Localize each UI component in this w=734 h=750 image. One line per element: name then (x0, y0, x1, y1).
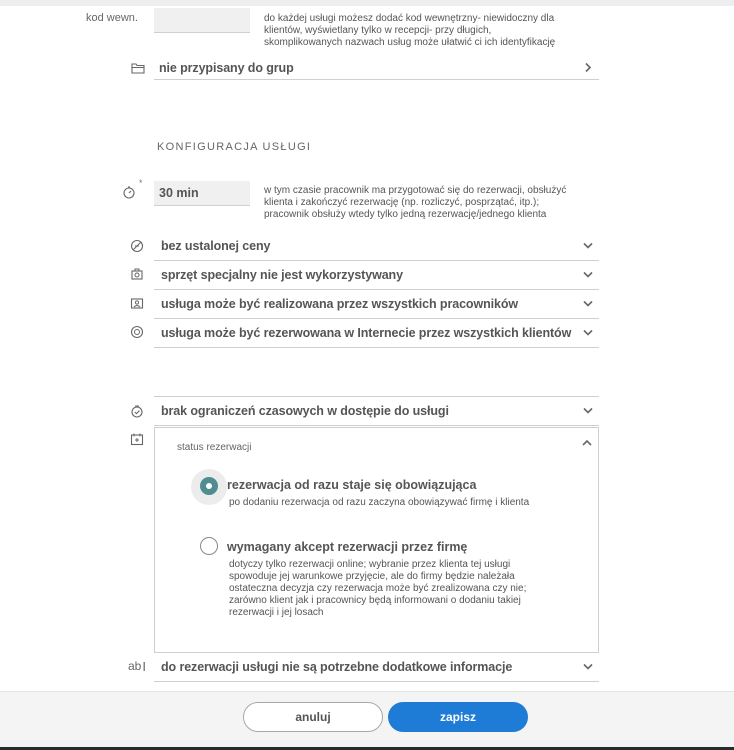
code-label: kod wewn. (86, 12, 138, 24)
duration-input[interactable]: 30 min (154, 181, 250, 206)
additional-info-row[interactable]: do rezerwacji usługi nie są potrzebne dodatkowe informacje (154, 653, 599, 682)
option-approval-title[interactable]: wymagany akcept rezerwacji przez firmę (227, 540, 468, 554)
required-asterisk: * (139, 178, 143, 188)
section-title: KONFIGURACJA USŁUGI (157, 141, 312, 153)
chevron-down-icon (583, 662, 593, 672)
code-hint: do każdej usługi możesz dodać kod wewnętrzny- niewidoczny dla klientów, wyświetlany tylko w recepcji- przy długich, skomplikowanych nazwach usług może ułatwić ci ich identyfikację (264, 13, 556, 48)
divider (154, 380, 599, 397)
top-bar (0, 0, 734, 6)
globe-icon (129, 324, 145, 340)
online-booking-row[interactable]: usługa może być rezerwowana w Internecie przez wszystkich klientów (154, 319, 599, 348)
chevron-up-icon[interactable] (582, 433, 592, 451)
reservation-status-panel (154, 427, 599, 653)
staff-icon (129, 295, 145, 311)
chevron-down-icon (583, 270, 593, 280)
chevron-right-icon (583, 62, 593, 72)
footer-bar (0, 691, 734, 750)
cancel-button[interactable]: anuluj (243, 702, 383, 732)
price-row[interactable]: bez ustalonej ceny (154, 232, 599, 261)
option-approval-desc: dotyczy tylko rezerwacji online; wybranie przez klienta tej usługi spowoduje jej warunkowe przyjęcie, ale do firmy będzie należała ostateczna decyzja czy rezerwacja może być zrealizowana czy nie; zarówno klient jak i pracownicy będą informowani o dodaniu takiej rezerwacji i jej losach (229, 559, 527, 618)
chevron-down-icon (583, 406, 593, 416)
chevron-down-icon (583, 299, 593, 309)
option-immediate-desc: po dodaniu rezerwacja od razu zaczyna obowiązywać firmę i klienta (229, 497, 530, 508)
clock-check-icon (129, 403, 145, 419)
calendar-icon (129, 431, 145, 447)
code-input[interactable] (154, 8, 250, 33)
radio-approval[interactable] (200, 537, 218, 555)
radio-immediate[interactable] (200, 477, 218, 495)
equipment-icon (129, 266, 145, 282)
chevron-down-icon (583, 241, 593, 251)
save-button[interactable]: zapisz (388, 702, 528, 732)
chevron-down-icon (583, 328, 593, 338)
option-immediate-title[interactable]: rezerwacja od razu staje się obowiązująca (227, 478, 477, 492)
text-field-icon: ab I (128, 658, 146, 674)
stopwatch-icon (121, 184, 137, 200)
status-label: status rezerwacji (177, 442, 252, 453)
folder-icon (130, 60, 146, 76)
group-label: nie przypisany do grup (159, 60, 294, 75)
time-limit-row[interactable]: brak ograniczeń czasowych w dostępie do usługi (154, 397, 599, 426)
staff-row[interactable]: usługa może być realizowana przez wszystkich pracowników (154, 290, 599, 319)
price-icon (129, 238, 145, 254)
group-select[interactable] (154, 56, 599, 80)
equipment-row[interactable]: sprzęt specjalny nie jest wykorzystywany (154, 261, 599, 290)
duration-hint: w tym czasie pracownik ma przygotować się do rezerwacji, obsłużyć klienta i zakończyć rezerwację (np. rozliczyć, posprzątać, itp.); pracownik obsłuży wtedy tylko jedną rezerwację/jednego klienta (264, 185, 567, 220)
